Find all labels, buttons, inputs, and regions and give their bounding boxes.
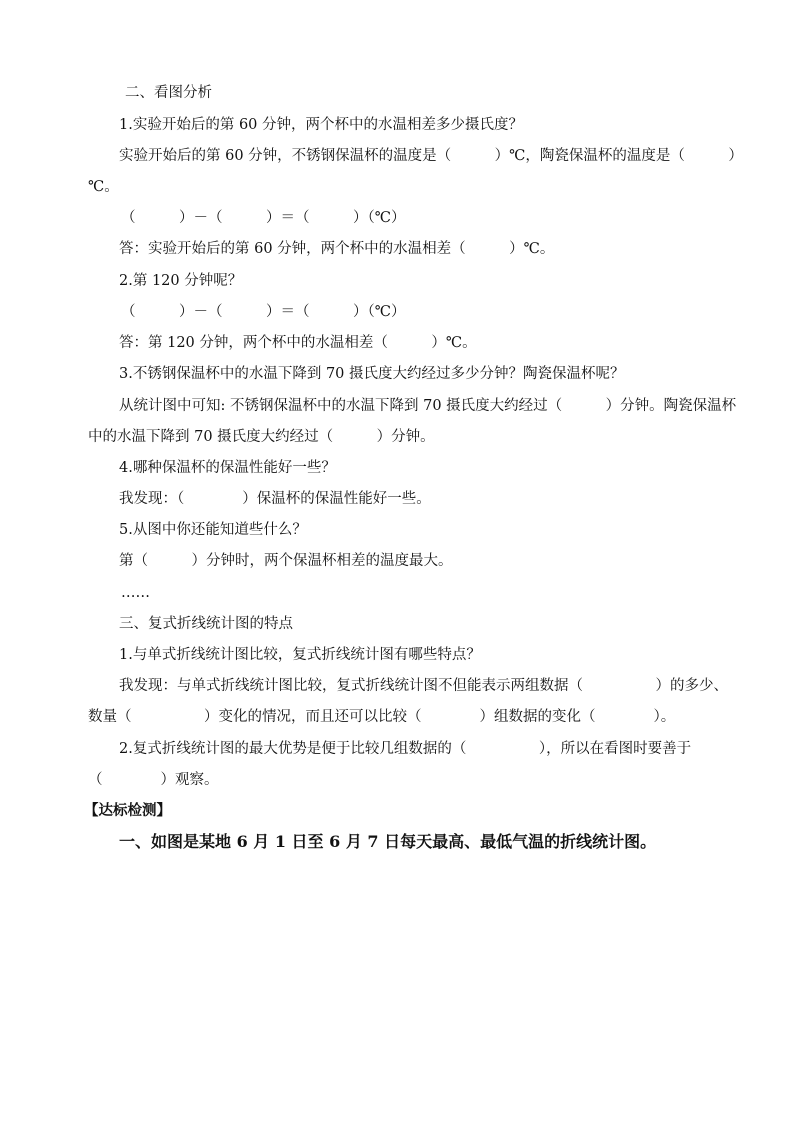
question-3: 3.不锈钢保温杯中的水温下降到 70 摄氏度大约经过多少分钟？陶瓷保温杯呢？ [119, 366, 625, 382]
question-1-answer: 答：实验开始后的第 60 分钟，两个杯中的水温相差（ ）℃。 [119, 241, 555, 257]
question-3-fill-line-1: 从统计图中可知: 不锈钢保温杯中的水温下降到 70 摄氏度大约经过（ ）分钟。陶瓷保温杯 [119, 398, 737, 414]
features-fill-line-2: 数量（ ）变化的情况，而且还可以比较（ ）组数据的变化（ ）。 [88, 709, 676, 725]
question-1-fill-line-2: ℃。 [88, 179, 119, 195]
section-title-assessment: 【达标检测】 [84, 802, 171, 819]
question-1-fill-line-1: 实验开始后的第 60 分钟，不锈钢保温杯的温度是（ ）℃，陶瓷保温杯的温度是（ ） [119, 148, 743, 164]
ellipsis: …… [121, 585, 150, 601]
question-2: 2.第 120 分钟呢？ [119, 273, 243, 289]
section-title-analysis: 二、看图分析 [125, 85, 212, 101]
features-question-2: 2.复式折线统计图的最大优势是便于比较几组数据的（ ），所以在看图时要善于 [119, 741, 692, 757]
question-3-fill-line-2: 中的水温下降到 70 摄氏度大约经过（ ）分钟。 [88, 429, 435, 445]
question-2-answer: 答：第 120 分钟，两个杯中的水温相差（ ）℃。 [119, 335, 477, 351]
question-1-equation: （ ）－（ ）＝（ ）（℃） [121, 210, 406, 226]
features-question-1: 1.与单式折线统计图比较，复式折线统计图有哪些特点？ [119, 647, 481, 663]
question-5: 5.从图中你还能知道些什么？ [119, 522, 307, 538]
question-2-equation: （ ）－（ ）＝（ ）（℃） [121, 304, 406, 320]
question-5-fill: 第（ ）分钟时，两个保温杯相差的温度最大。 [119, 553, 453, 569]
question-4: 4.哪种保温杯的保温性能好一些？ [119, 460, 336, 476]
features-question-2-line-2: （ ）观察。 [88, 772, 219, 788]
question-1: 1.实验开始后的第 60 分钟，两个杯中的水温相差多少摄氏度？ [119, 117, 524, 133]
features-fill-line-1: 我发现：与单式折线统计图比较，复式折线统计图不但能表示两组数据（ ）的多少、 [119, 678, 728, 694]
assessment-question-1: 一、如图是某地 6 月 1 日至 6 月 7 日每天最高、最低气温的折线统计图。 [119, 832, 657, 851]
section-title-features: 三、复式折线统计图的特点 [119, 616, 293, 632]
question-4-fill: 我发现：（ ）保温杯的保温性能好一些。 [119, 491, 431, 507]
